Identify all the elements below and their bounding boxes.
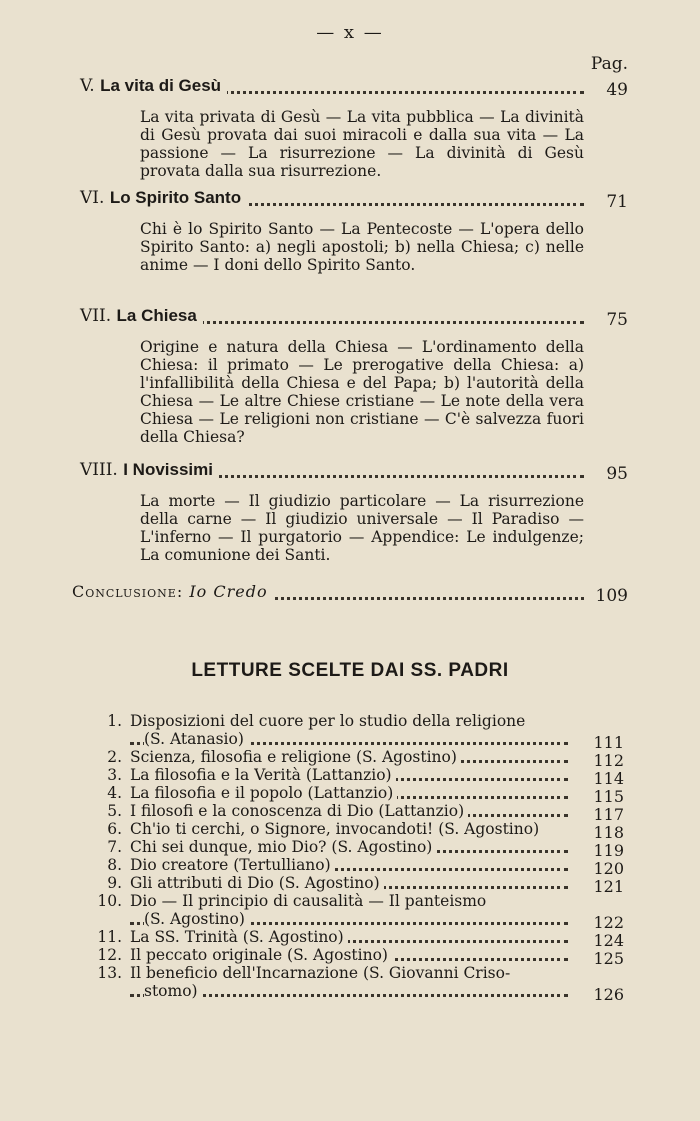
reading-page-number: 122 — [593, 913, 624, 932]
chapter-page-number: 49 — [606, 80, 628, 100]
reading-page-number: 117 — [593, 805, 624, 824]
reading-title: Chi sei dunque, mio Dio? (S. Agostino) — [130, 838, 436, 856]
reading-number: 5. — [107, 802, 122, 820]
chapter-title: La Chiesa — [116, 306, 197, 325]
toc-entry-line[interactable] — [80, 460, 628, 484]
reading-number: 4. — [107, 784, 122, 802]
readings-list — [96, 712, 624, 1004]
toc-chapter — [80, 306, 628, 446]
chapter-summary: Chi è lo Spirito Santo — La Pentecoste — L'opera dello Spirito Santo: a) negli apostoli; b) nella Chiesa; c) nelle anime — I doni dello Spirito Santo. — [140, 220, 584, 274]
reading-title: Il peccato originale (S. Agostino) — [130, 946, 392, 964]
toc-chapter — [80, 76, 628, 180]
chapter-page-number: 75 — [606, 310, 628, 330]
chapter-number: V. — [80, 76, 95, 96]
chapter-title: Lo Spirito Santo — [109, 188, 242, 207]
chapter-number: VI. — [80, 188, 105, 208]
reading-item[interactable] — [96, 838, 624, 860]
reading-number: 13. — [97, 964, 122, 982]
reading-number: 3. — [107, 766, 122, 784]
toc-chapter — [80, 460, 628, 564]
reading-item[interactable] — [96, 964, 624, 1004]
reading-title: Dio creatore (Tertulliano) — [130, 856, 335, 874]
conclusion-title: Io Credo — [189, 582, 268, 601]
reading-title-continued: stomo) — [144, 982, 202, 1000]
conclusion-page-number: 109 — [595, 586, 628, 606]
reading-number: 1. — [107, 712, 122, 730]
chapter-summary: La morte — Il giudizio particolare — La risurrezione della carne — Il giudizio universale — Il Paradiso — L'inferno — Il purgatorio — Appendice: Le indulgenze; La comunione dei Santi. — [140, 492, 584, 564]
chapter-number: VII. — [80, 306, 112, 326]
reading-title: Dio — Il principio di causalità — Il panteismo — [130, 892, 490, 910]
reading-title: Il beneficio dell'Incarnazione (S. Giovanni Criso- — [130, 964, 514, 982]
reading-item[interactable] — [96, 802, 624, 824]
conclusion-label: Conclusione: — [72, 582, 184, 601]
reading-item[interactable] — [96, 874, 624, 896]
reading-title: La filosofia e il popolo (Lattanzio) — [130, 784, 397, 802]
reading-item[interactable] — [96, 892, 624, 932]
reading-page-number: 124 — [593, 931, 624, 950]
toc-entry-line[interactable] — [80, 188, 628, 212]
reading-item[interactable] — [96, 856, 624, 878]
reading-title: I filosofi e la conoscenza di Dio (Lattanzio) — [130, 802, 468, 820]
reading-page-number: 115 — [593, 787, 624, 806]
toc-entry-line[interactable] — [80, 76, 628, 100]
reading-item[interactable] — [96, 748, 624, 770]
chapter-summary: Origine e natura della Chiesa — L'ordinamento della Chiesa: il primato — Le prerogative della Chiesa: a) l'infallibilità della Chiesa e del Papa; b) l'autorità della Chiesa — Le altre Chiese cristiane — Le note della vera Chiesa — Le religioni non cristiane — C'è salvezza fuori della Chiesa? — [140, 338, 584, 446]
reading-page-number: 112 — [593, 751, 624, 770]
reading-page-number: 120 — [593, 859, 624, 878]
reading-item[interactable] — [96, 928, 624, 950]
chapter-page-number: 95 — [606, 464, 628, 484]
reading-item[interactable] — [96, 820, 624, 842]
reading-title-continued: (S. Atanasio) — [144, 730, 248, 748]
reading-number: 7. — [107, 838, 122, 856]
page-folio: — x — — [316, 22, 384, 43]
chapter-title: I Novissimi — [123, 460, 213, 479]
reading-number: 8. — [107, 856, 122, 874]
chapter-page-number: 71 — [606, 192, 628, 212]
reading-title: Scienza, filosofia e religione (S. Agostino) — [130, 748, 461, 766]
reading-item[interactable] — [96, 766, 624, 788]
reading-number: 12. — [97, 946, 122, 964]
reading-title: La SS. Trinità (S. Agostino) — [130, 928, 348, 946]
reading-page-number: 119 — [593, 841, 624, 860]
readings-section-title: LETTURE SCELTE DAI SS. PADRI — [191, 660, 509, 681]
reading-page-number: 114 — [593, 769, 624, 788]
chapter-title: La vita di Gesù — [100, 76, 222, 95]
toc-entry-line[interactable] — [80, 306, 628, 330]
reading-page-number: 125 — [593, 949, 624, 968]
reading-title-continued: (S. Agostino) — [144, 910, 249, 928]
reading-title: Gli attributi di Dio (S. Agostino) — [130, 874, 384, 892]
toc-conclusion[interactable] — [72, 582, 628, 606]
reading-number: 11. — [97, 928, 122, 946]
reading-page-number: 111 — [593, 733, 624, 752]
page-column-label: Pag. — [590, 54, 628, 74]
reading-title: Ch'io ti cerchi, o Signore, invocandoti! (S. Agostino) — [130, 820, 543, 838]
chapter-number: VIII. — [80, 460, 118, 480]
reading-title: Disposizioni del cuore per lo studio della religione — [130, 712, 529, 730]
reading-number: 10. — [97, 892, 122, 910]
reading-item[interactable] — [96, 712, 624, 752]
reading-number: 2. — [107, 748, 122, 766]
reading-title: La filosofia e la Verità (Lattanzio) — [130, 766, 396, 784]
reading-number: 9. — [107, 874, 122, 892]
reading-page-number: 121 — [593, 877, 624, 896]
reading-page-number: 126 — [593, 985, 624, 1004]
reading-number: 6. — [107, 820, 122, 838]
reading-page-number: 118 — [593, 823, 624, 842]
reading-item[interactable] — [96, 946, 624, 968]
toc-chapter — [80, 188, 628, 274]
reading-item[interactable] — [96, 784, 624, 806]
chapter-summary: La vita privata di Gesù — La vita pubblica — La divinità di Gesù provata dai suoi miracoli e dalla sua vita — La passione — La risurrezione — La divinità di Gesù provata dalla sua risurrezione. — [140, 108, 584, 180]
